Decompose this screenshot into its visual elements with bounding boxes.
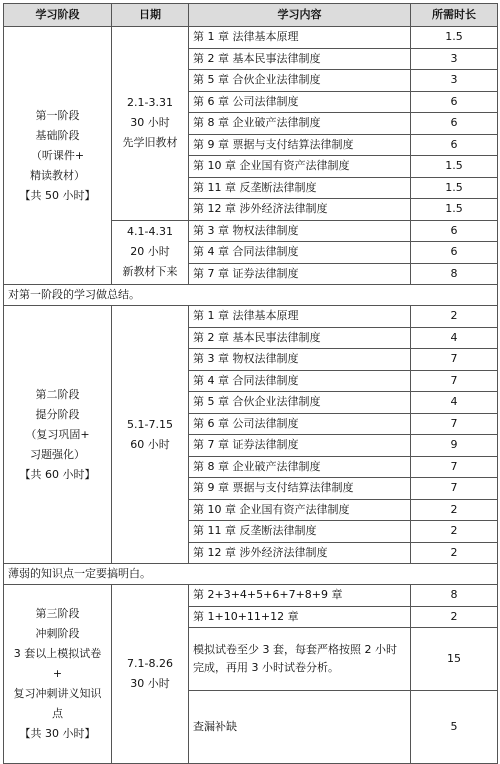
date-line: 5.1-7.15 xyxy=(127,417,173,431)
stage-2-line: 第二阶段 xyxy=(35,387,80,401)
hours-cell: 7 xyxy=(411,413,498,435)
content-cell: 第 8 章 企业破产法律制度 xyxy=(189,456,411,478)
content-cell: 第 12 章 涉外经济法律制度 xyxy=(189,199,411,221)
stage-1-cell xyxy=(4,27,112,285)
stage-1-line: （听课件+ xyxy=(30,148,85,162)
hours-cell: 15 xyxy=(411,628,498,691)
content-cell: 第 9 章 票据与支付结算法律制度 xyxy=(189,478,411,500)
content-cell: 第 6 章 公司法律制度 xyxy=(189,91,411,113)
stage-3-line: 第三阶段 xyxy=(35,607,80,620)
content-cell: 第 3 章 物权法律制度 xyxy=(189,349,411,371)
date-line: 20 小时 xyxy=(130,245,170,259)
stage-1-line: 基础阶段 xyxy=(35,128,80,142)
content-cell: 第 5 章 合伙企业法律制度 xyxy=(189,70,411,92)
table-row xyxy=(4,306,498,328)
content-cell: 第 1 章 法律基本原理 xyxy=(189,306,411,328)
content-cell: 第 11 章 反垄断法律制度 xyxy=(189,177,411,199)
date-line: 先学旧教材 xyxy=(122,136,178,150)
stage-3-line: 复习冲刺讲义知识 xyxy=(13,687,102,700)
stage-1-line: 精读教材） xyxy=(30,168,85,182)
stage-2-line: （复习巩固+ xyxy=(25,427,90,441)
content-cell: 第 4 章 合同法律制度 xyxy=(189,242,411,264)
hours-cell: 7 xyxy=(411,349,498,371)
hours-cell: 2 xyxy=(411,499,498,521)
note-row xyxy=(4,564,498,585)
content-cell: 第 2 章 基本民事法律制度 xyxy=(189,327,411,349)
hours-cell: 8 xyxy=(411,585,498,607)
date-line: 60 小时 xyxy=(130,437,170,451)
header-date: 日期 xyxy=(112,4,189,27)
hours-cell: 6 xyxy=(411,113,498,135)
study-plan-table xyxy=(3,3,498,764)
stage-2-cell xyxy=(4,306,112,564)
hours-cell: 7 xyxy=(411,478,498,500)
stage-1-note: 对第一阶段的学习做总结。 xyxy=(4,285,498,306)
content-cell: 第 3 章 物权法律制度 xyxy=(189,220,411,242)
hours-cell: 1.5 xyxy=(411,27,498,49)
hours-cell: 3 xyxy=(411,48,498,70)
hours-cell: 6 xyxy=(411,220,498,242)
hours-cell: 4 xyxy=(411,327,498,349)
date-line: 新教材下来 xyxy=(122,265,178,279)
hours-cell: 3 xyxy=(411,70,498,92)
stage-3-line: 冲刺阶段 xyxy=(35,627,80,640)
hours-cell: 6 xyxy=(411,242,498,264)
stage-3-line: 点 xyxy=(52,707,63,720)
hours-cell: 2 xyxy=(411,542,498,564)
content-cell: 第 12 章 涉外经济法律制度 xyxy=(189,542,411,564)
content-cell: 第 1 章 法律基本原理 xyxy=(189,27,411,49)
stage-2-line: 提分阶段 xyxy=(35,407,80,421)
content-cell: 第 8 章 企业破产法律制度 xyxy=(189,113,411,135)
content-cell: 第 7 章 证券法律制度 xyxy=(189,435,411,457)
stage-1-date-a xyxy=(112,27,189,221)
date-line: 30 小时 xyxy=(130,677,170,690)
hours-cell: 1.5 xyxy=(411,199,498,221)
content-cell: 模拟试卷至少 3 套，每套严格按照 2 小时完成，再用 3 小时试卷分析。 xyxy=(189,628,411,691)
hours-cell: 9 xyxy=(411,435,498,457)
header-row xyxy=(4,4,498,27)
note-row xyxy=(4,285,498,306)
date-line: 30 小时 xyxy=(130,116,170,130)
stage-3-date xyxy=(112,585,189,764)
content-cell: 第 7 章 证券法律制度 xyxy=(189,263,411,285)
table-row xyxy=(4,585,498,607)
date-line: 2.1-3.31 xyxy=(127,96,173,110)
content-cell: 第 10 章 企业国有资产法律制度 xyxy=(189,499,411,521)
hours-cell: 6 xyxy=(411,134,498,156)
stage-3-cell xyxy=(4,585,112,764)
content-cell: 查漏补缺 xyxy=(189,691,411,764)
hours-cell: 7 xyxy=(411,370,498,392)
header-hours: 所需时长 xyxy=(411,4,498,27)
date-line: 7.1-8.26 xyxy=(127,657,173,670)
content-cell: 第 10 章 企业国有资产法律制度 xyxy=(189,156,411,178)
hours-cell: 2 xyxy=(411,606,498,628)
content-cell: 第 6 章 公司法律制度 xyxy=(189,413,411,435)
stage-3-line: 【共 30 小时】 xyxy=(19,727,96,740)
table-row xyxy=(4,27,498,49)
content-cell: 第 2 章 基本民事法律制度 xyxy=(189,48,411,70)
date-line: 4.1-4.31 xyxy=(127,225,173,239)
content-cell: 第 5 章 合伙企业法律制度 xyxy=(189,392,411,414)
hours-cell: 5 xyxy=(411,691,498,764)
stage-1-line: 【共 50 小时】 xyxy=(19,188,96,202)
content-cell: 第 2+3+4+5+6+7+8+9 章 xyxy=(189,585,411,607)
content-cell: 第 1+10+11+12 章 xyxy=(189,606,411,628)
stage-1-line: 第一阶段 xyxy=(35,108,80,122)
content-cell: 第 11 章 反垄断法律制度 xyxy=(189,521,411,543)
header-content: 学习内容 xyxy=(189,4,411,27)
header-stage: 学习阶段 xyxy=(4,4,112,27)
content-cell: 第 9 章 票据与支付结算法律制度 xyxy=(189,134,411,156)
stage-2-line: 习题强化） xyxy=(30,447,85,461)
hours-cell: 8 xyxy=(411,263,498,285)
stage-2-line: 【共 60 小时】 xyxy=(19,467,96,481)
stage-2-note: 薄弱的知识点一定要搞明白。 xyxy=(4,564,498,585)
hours-cell: 2 xyxy=(411,306,498,328)
content-cell: 第 4 章 合同法律制度 xyxy=(189,370,411,392)
hours-cell: 1.5 xyxy=(411,156,498,178)
hours-cell: 6 xyxy=(411,91,498,113)
hours-cell: 4 xyxy=(411,392,498,414)
stage-1-date-b xyxy=(112,220,189,285)
stage-2-date xyxy=(112,306,189,564)
stage-3-line: + xyxy=(52,667,63,680)
hours-cell: 1.5 xyxy=(411,177,498,199)
hours-cell: 2 xyxy=(411,521,498,543)
hours-cell: 7 xyxy=(411,456,498,478)
stage-3-line: 3 套以上模拟试卷 xyxy=(13,647,102,660)
